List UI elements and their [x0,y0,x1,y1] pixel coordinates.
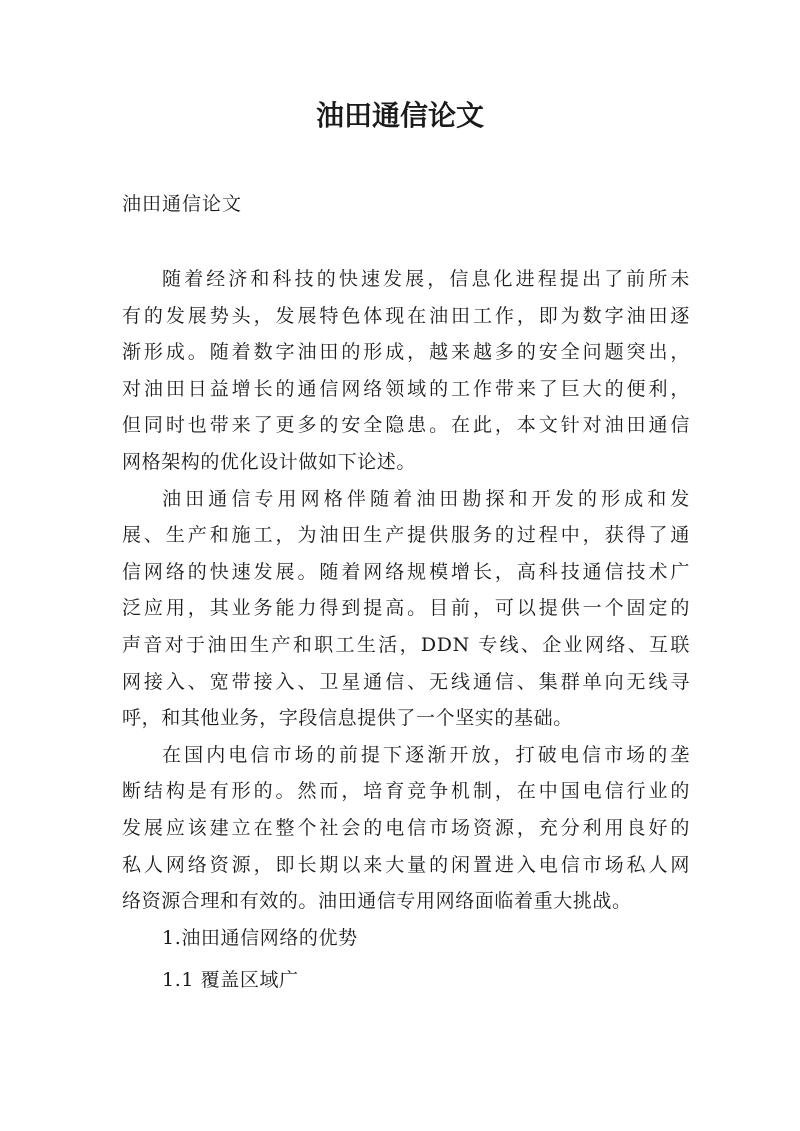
paragraph-line: 但同时也带来了更多的安全隐患。在此，本文针对油田通信 [122,414,690,437]
document-title: 油田通信论文 [315,99,484,132]
paragraph-line: 泛应用，其业务能力得到提高。目前，可以提供一个固定的 [122,597,690,620]
paragraph-line: 渐形成。随着数字油田的形成，越来越多的安全问题突出， [122,341,690,364]
paragraph-line: 信网络的快速发展。随着网络规模增长，高科技通信技术广 [122,560,690,583]
paragraph-2 [122,481,690,737]
paragraph-line: 在国内电信市场的前提下逐渐开放，打破电信市场的垄 [162,743,690,766]
paragraph-line: 发展应该建立在整个社会的电信市场资源，充分利用良好的 [122,816,690,839]
subsection-heading: 1.1 覆盖区域广 [162,969,299,992]
paragraph-3 [122,737,690,920]
paragraph-line: 对油田日益增长的通信网络领域的工作带来了巨大的便利， [122,377,690,400]
document-subtitle: 油田通信论文 [122,193,243,215]
paragraph-line: 网格架构的优化设计做如下论述。 [122,450,417,473]
paragraph-1 [122,261,690,481]
section-heading: 1.油田通信网络的优势 [162,926,358,949]
paragraph-line: 随着经济和科技的快速发展，信息化进程提出了前所未 [162,268,690,290]
document-body [122,261,690,999]
paragraph-line: 络资源合理和有效的。油田通信专用网络面临着重大挑战。 [122,890,632,913]
paragraph-line: 呼，和其他业务，字段信息提供了一个坚实的基础。 [122,707,573,730]
paragraph-line: 断结构是有形的。然而，培育竞争机制，在中国电信行业的 [122,780,690,803]
paragraph-line: 有的发展势头，发展特色体现在油田工作，即为数字油田逐 [122,304,690,327]
paragraph-line: 展、生产和施工，为油田生产提供服务的过程中，获得了通 [122,524,690,547]
paragraph-line: 网接入、宽带接入、卫星通信、无线通信、集群单向无线寻 [122,670,690,693]
paragraph-line: 私人网络资源，即长期以来大量的闲置进入电信市场私人网 [122,853,690,876]
paragraph-line: 油田通信专用网格伴随着油田勘探和开发的形成和发 [162,487,690,510]
paragraph-line: 声音对于油田生产和职工生活，DDN 专线、企业网络、互联 [122,633,690,656]
